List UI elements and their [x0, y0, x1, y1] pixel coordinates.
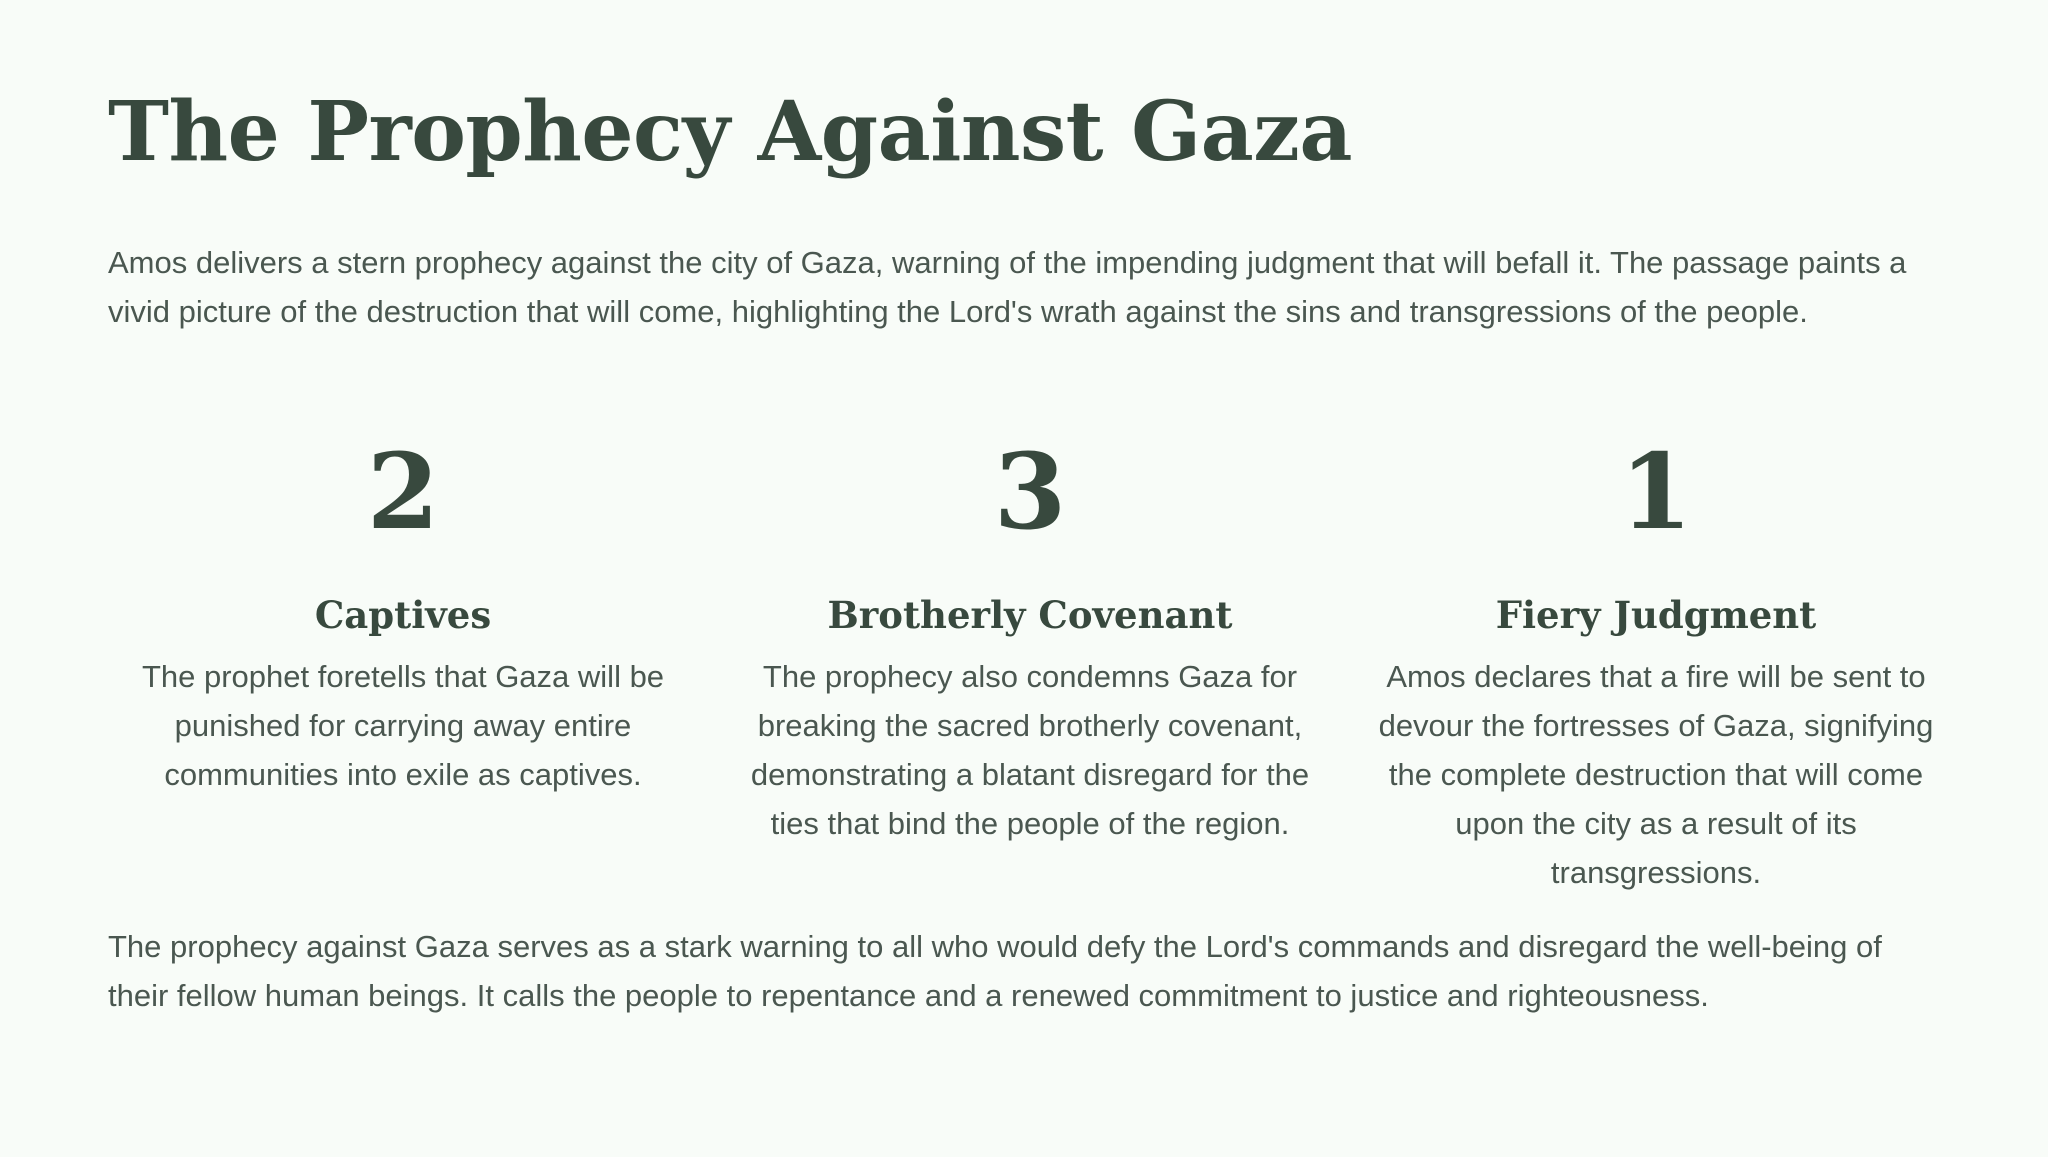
- column-heading: Brotherly Covenant: [827, 593, 1233, 637]
- column-heading: Captives: [314, 593, 492, 637]
- column-heading: Fiery Judgment: [1495, 593, 1817, 637]
- column-text: Amos declares that a fire will be sent to devour the fortresses of Gaza, signifying the complete destruction that will come upon the city as a result of its transgressions.: [1378, 659, 1934, 890]
- column-brotherly-covenant: [735, 432, 1325, 848]
- column-captives: [108, 432, 698, 799]
- column-number: 3: [993, 430, 1067, 553]
- column-number: 1: [1619, 430, 1693, 553]
- column-number: 2: [366, 430, 440, 553]
- intro-paragraph: Amos delivers a stern prophecy against the city of Gaza, warning of the impending judgment that will befall it. The passage paints a vivid picture of the destruction that will come, highlighting the Lord's wrath against the sins and transgressions of the people.: [108, 245, 1907, 329]
- column-fiery-judgment: [1361, 432, 1951, 897]
- outro-paragraph: The prophecy against Gaza serves as a stark warning to all who would defy the Lord's commands and disregard the well-being of their fellow human beings. It calls the people to repentance and a renewed commitment to justice and righteousness.: [108, 929, 1882, 1013]
- columns-section: [108, 432, 1940, 892]
- column-text: The prophet foretells that Gaza will be punished for carrying away entire communities into exile as captives.: [141, 659, 665, 792]
- slide: [108, 0, 1940, 1157]
- page-title: The Prophecy Against Gaza: [108, 84, 1352, 180]
- column-text: The prophecy also condemns Gaza for breaking the sacred brotherly covenant, demonstrating a blatant disregard for the ties that bind the people of the region.: [750, 659, 1310, 841]
